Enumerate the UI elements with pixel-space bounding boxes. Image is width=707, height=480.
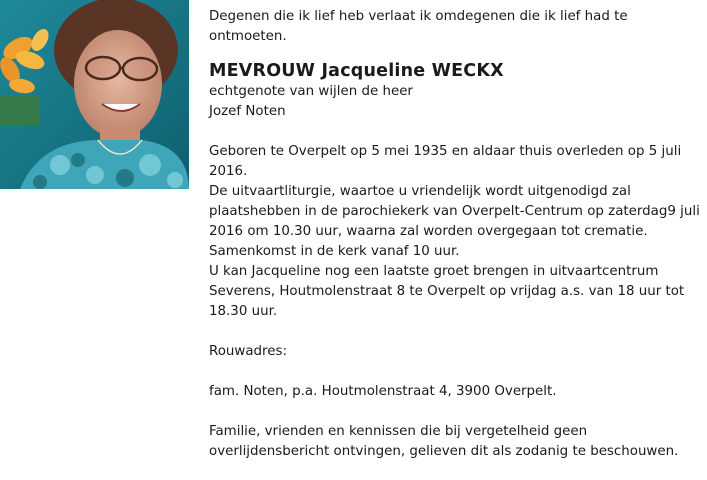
spouse-line: echtgenote van wijlen de heer [209, 84, 413, 99]
spouse-name: Jozef Noten [209, 104, 286, 119]
farewell-info: U kan Jacqueline nog een laatste groet brengen in uitvaartcentrum Severens, Houtmolenstraat 8 te Overpelt op vrijdag a.s. van 18 uur tot 18.30 uur. [209, 264, 685, 319]
obituary-text [209, 7, 701, 462]
funeral-liturgy: De uitvaartliturgie, waartoe u vriendelijk wordt uitgenodigd zal plaatshebben in de parochiekerk van Overpelt-Centrum op zaterdag9 juli 2016 om 10.30 uur, waarna zal worden overgegaan tot crematie. [209, 184, 700, 239]
portrait-photo [0, 0, 189, 189]
mourning-address: fam. Noten, p.a. Houtmolenstraat 4, 3900 Overpelt. [209, 384, 557, 399]
address-label: Rouwadres: [209, 344, 287, 359]
closing-note: Familie, vrienden en kennissen die bij vergetelheid geen overlijdensbericht ontvingen, gelieven dit als zodanig te beschouwen. [209, 424, 679, 459]
birth-death-info: Geboren te Overpelt op 5 mei 1935 en aldaar thuis overleden op 5 juli 2016. [209, 144, 682, 179]
quote: Degenen die ik lief heb verlaat ik omdegenen die ik lief had te ontmoeten. [209, 9, 628, 44]
gathering-info: Samenkomst in de kerk vanaf 10 uur. [209, 244, 460, 259]
deceased-name: MEVROUW Jacqueline WECKX [209, 61, 504, 81]
